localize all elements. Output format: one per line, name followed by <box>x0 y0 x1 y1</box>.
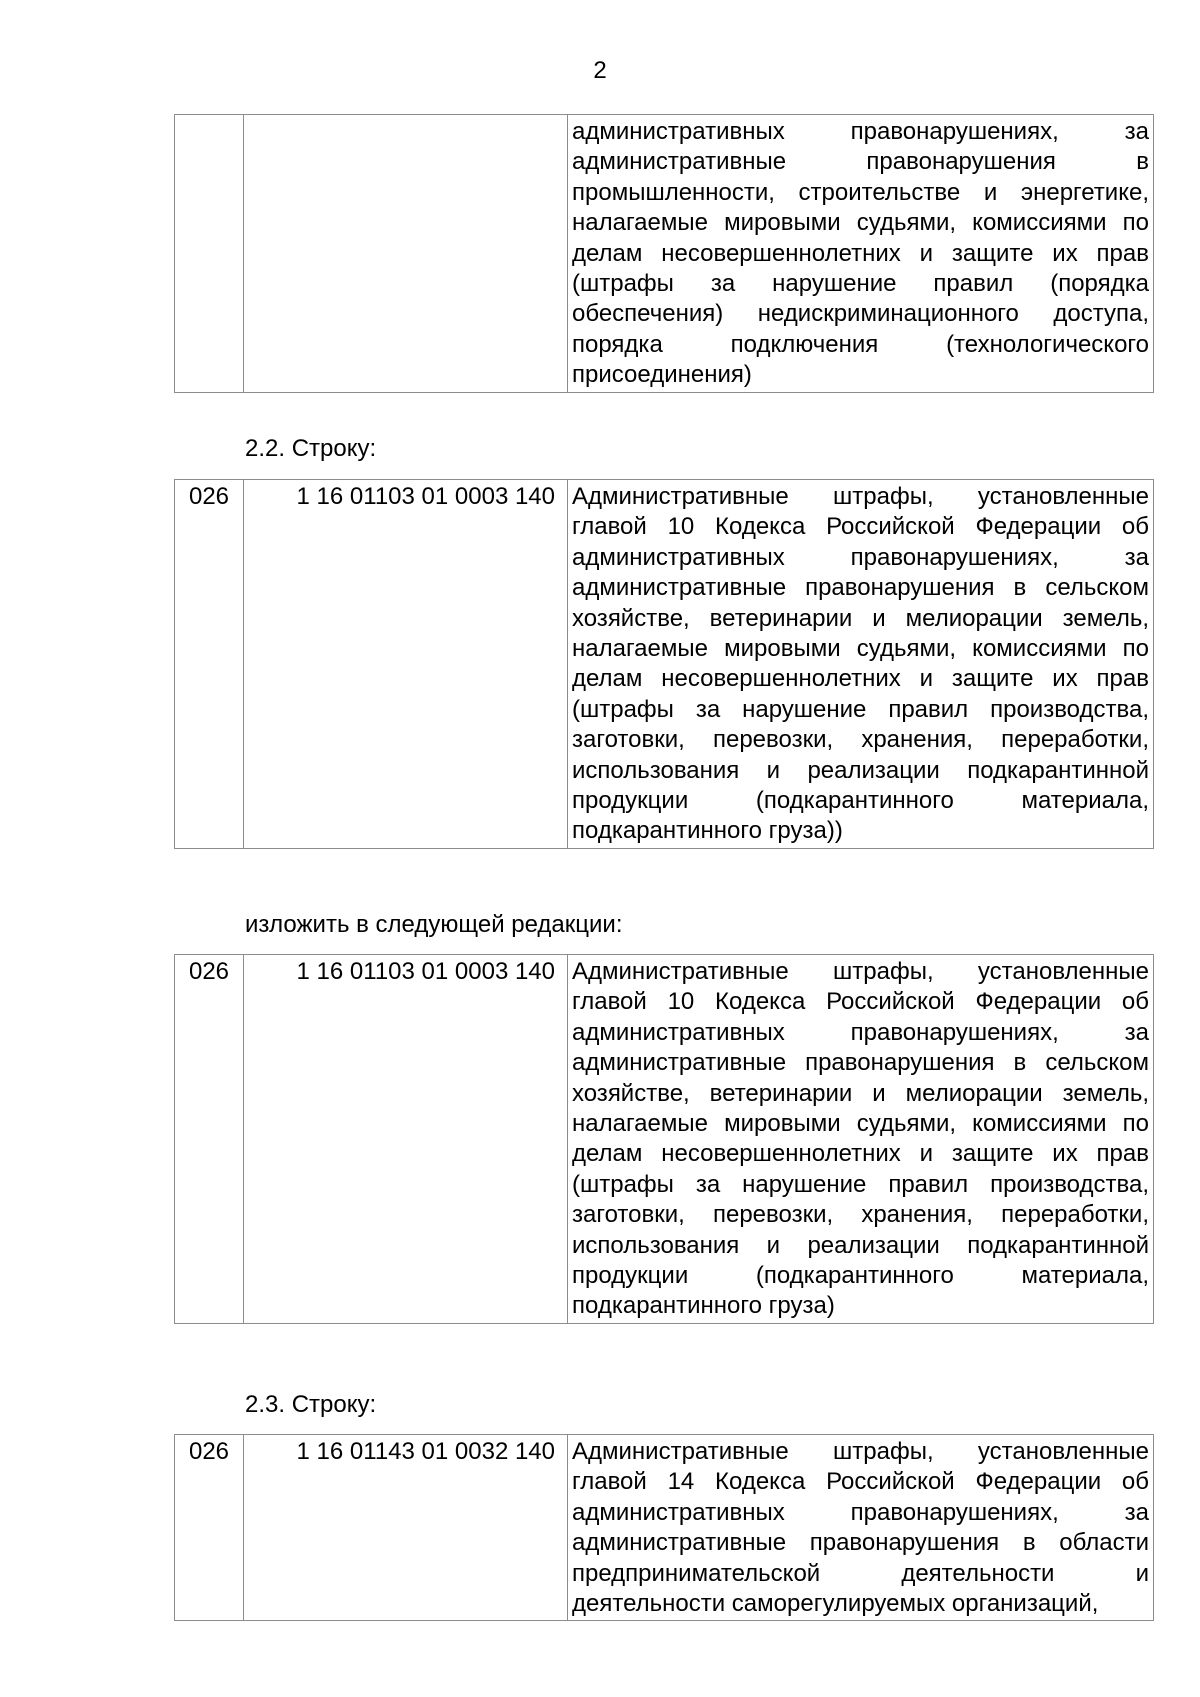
table-row <box>175 955 1154 1324</box>
replace-instruction: изложить в следующей редакции: <box>245 911 623 938</box>
kbk-cell <box>244 115 568 393</box>
section-2-2-old-table-block <box>174 479 1154 849</box>
continuation-table-block <box>174 114 1154 393</box>
section-2-2-new-table <box>174 954 1154 1324</box>
code-cell: 026 <box>175 955 244 1324</box>
section-2-3-heading: 2.3. Строку: <box>245 1391 377 1418</box>
kbk-cell: 1 16 01103 01 0003 140 <box>244 480 568 849</box>
section-2-3-old-table <box>174 1434 1154 1621</box>
code-cell: 026 <box>175 480 244 849</box>
section-2-2-old-table <box>174 479 1154 849</box>
page-number: 2 <box>593 57 607 84</box>
table-row <box>175 1435 1154 1621</box>
description-cell: Административные штрафы, установленные главой 10 Кодекса Российской Федерации об административных правонарушениях, за административные правонарушения в сельском хозяйстве, ветеринарии и мелиорации земель, налагаемые мировыми судьями, комиссиями по делам несовершеннолетних и защите их прав (штрафы за нарушение правил производства, заготовки, перевозки, хранения, переработки, использования и реализации подкарантинной продукции (подкарантинного материала, подкарантинного груза)) <box>568 480 1154 849</box>
description-cell: Административные штрафы, установленные главой 10 Кодекса Российской Федерации об административных правонарушениях, за административные правонарушения в сельском хозяйстве, ветеринарии и мелиорации земель, налагаемые мировыми судьями, комиссиями по делам несовершеннолетних и защите их прав (штрафы за нарушение правил производства, заготовки, перевозки, хранения, переработки, использования и реализации подкарантинной продукции (подкарантинного материала, подкарантинного груза) <box>568 955 1154 1324</box>
description-cell: административных правонарушениях, за административные правонарушения в промышленности, строительстве и энергетике, налагаемые мировыми судьями, комиссиями по делам несовершеннолетних и защите их прав (штрафы за нарушение правил (порядка обеспечения) недискриминационного доступа, порядка подключения (технологического присоединения) <box>568 115 1154 393</box>
section-2-2-heading: 2.2. Строку: <box>245 435 377 462</box>
code-cell <box>175 115 244 393</box>
section-2-2-new-table-block <box>174 954 1154 1324</box>
kbk-cell: 1 16 01143 01 0032 140 <box>244 1435 568 1621</box>
continuation-table <box>174 114 1154 393</box>
table-row <box>175 115 1154 393</box>
section-2-3-old-table-block <box>174 1434 1154 1621</box>
code-cell: 026 <box>175 1435 244 1621</box>
description-cell: Административные штрафы, установленные главой 14 Кодекса Российской Федерации об административных правонарушениях, за административные правонарушения в области предпринимательской деятельности и деятельности саморегулируемых организаций, <box>568 1435 1154 1621</box>
kbk-cell: 1 16 01103 01 0003 140 <box>244 955 568 1324</box>
table-row <box>175 480 1154 849</box>
